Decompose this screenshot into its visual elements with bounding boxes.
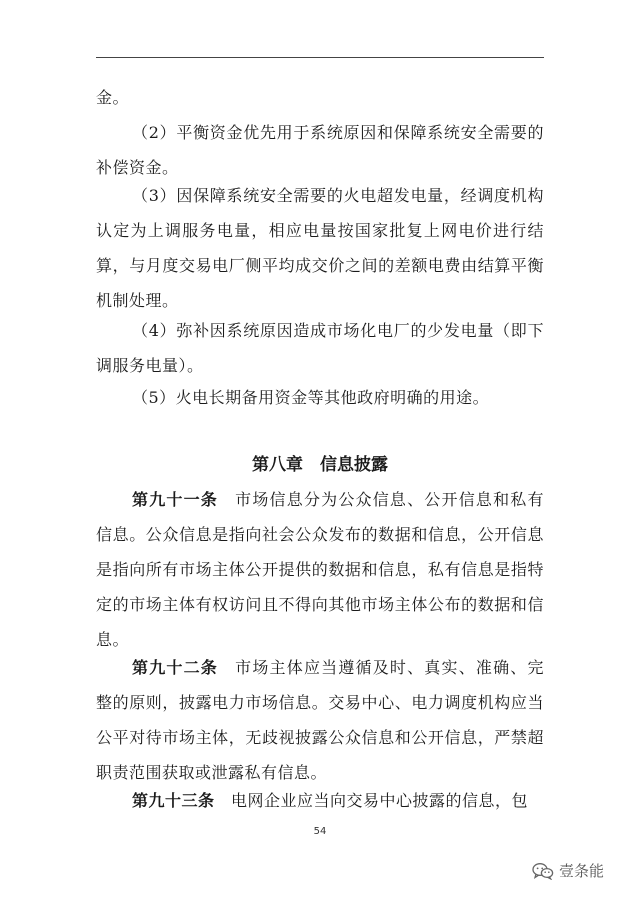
article-text: 电网企业应当向交易中心披露的信息，包 xyxy=(231,791,529,810)
header-rule xyxy=(96,57,544,58)
list-item-4: （4）弥补因系统原因造成市场化电厂的少发电量（即下调服务电量）。 xyxy=(96,321,544,375)
article-91 xyxy=(96,482,544,657)
article-92 xyxy=(96,650,544,790)
list-item-5: （5）火电长期备用资金等其他政府明确的用途。 xyxy=(132,388,490,407)
paragraph-continuation: 金。 xyxy=(96,88,130,107)
article-number: 第九十一条 xyxy=(132,490,218,509)
wechat-icon xyxy=(532,862,554,880)
chapter-title: 第八章 信息披露 xyxy=(252,455,388,475)
list-item-2: （2）平衡资金优先用于系统原因和保障系统安全需要的补偿资金。 xyxy=(96,123,544,177)
article-number: 第九十二条 xyxy=(132,658,218,677)
article-number: 第九十三条 xyxy=(132,791,215,810)
watermark xyxy=(532,860,604,881)
page-number: 54 xyxy=(313,826,327,837)
article-text: 市场主体应当遵循及时、真实、准确、完整的原则，披露电力市场信息。交易中心、电力调度机构应当公平对待市场主体，无歧视披露公众信息和公开信息，严禁超职责范围获取或泄露私有信息。 xyxy=(96,658,544,782)
list-item-3: （3）因保障系统安全需要的火电超发电量，经调度机构认定为上调服务电量，相应电量按国家批复上网电价进行结算，与月度交易电厂侧平均成交价之间的差额电费由结算平衡机制处理。 xyxy=(96,186,544,310)
article-93 xyxy=(96,783,544,818)
watermark-text: 壹条能 xyxy=(559,862,605,880)
article-text: 市场信息分为公众信息、公开信息和私有信息。公众信息是指向社会公众发布的数据和信息，公开信息是指向所有市场主体公开提供的数据和信息，私有信息是指特定的市场主体有权访问且不得向其他市场主体公布的数据和信息。 xyxy=(96,490,544,649)
